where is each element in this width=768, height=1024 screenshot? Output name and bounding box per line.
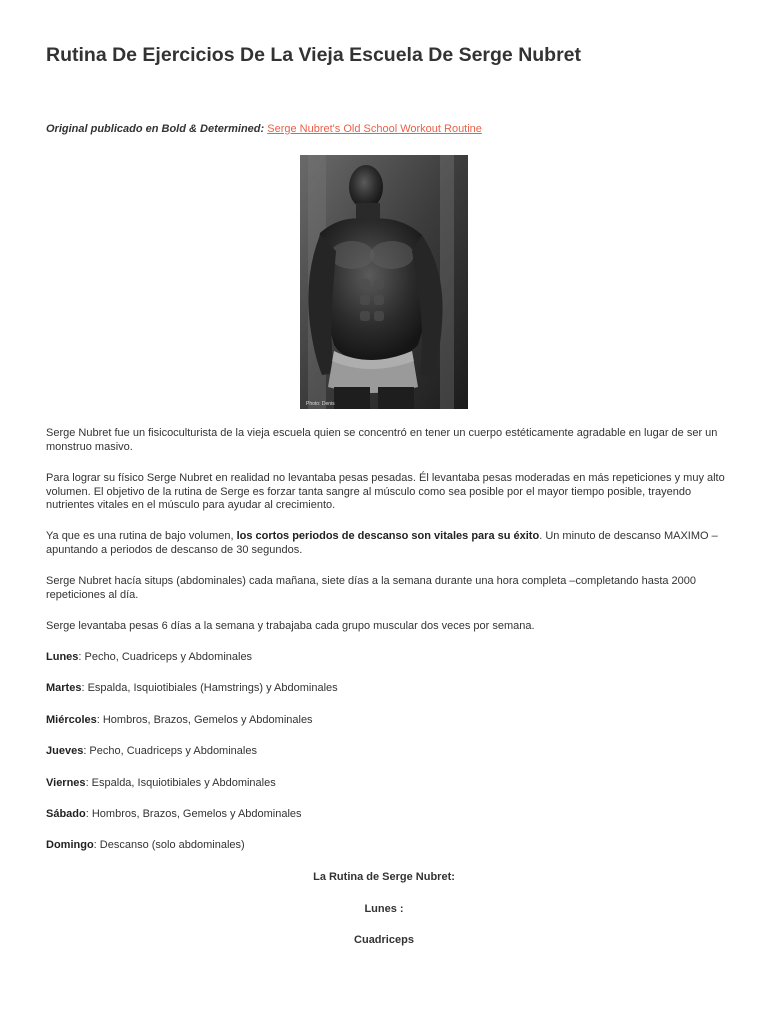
schedule-detail: : Pecho, Cuadriceps y Abdominales <box>78 651 253 663</box>
schedule-day: Domingo <box>46 839 94 851</box>
schedule-detail: : Descanso (solo abdominales) <box>93 839 245 851</box>
paragraph-4: Serge Nubret hacía situps (abdominales) cada mañana, siete días a la semana durante una hora completa –completando hasta 2000 repeticiones al día. <box>46 575 697 601</box>
schedule-day: Sábado <box>46 808 86 820</box>
schedule-day: Lunes <box>46 651 79 663</box>
schedule-day: Martes <box>46 682 82 694</box>
schedule-day: Viernes <box>46 777 86 789</box>
schedule-detail: : Hombros, Brazos, Gemelos y Abdominales <box>96 714 313 726</box>
schedule-day: Jueves <box>46 745 84 757</box>
paragraph-3 <box>46 530 726 557</box>
schedule-detail: : Hombros, Brazos, Gemelos y Abdominales <box>85 808 302 820</box>
paragraph-5: Serge levantaba pesas 6 días a la semana y trabajaba cada grupo muscular dos veces por semana. <box>46 620 535 632</box>
schedule-day: Miércoles <box>46 714 97 726</box>
schedule-item <box>46 651 726 665</box>
schedule-detail: : Pecho, Cuadriceps y Abdominales <box>83 745 257 757</box>
source-line <box>46 123 482 135</box>
schedule-item <box>46 682 726 696</box>
schedule-item <box>46 777 726 791</box>
paragraph-3-start: Ya que es una rutina de bajo volumen, <box>46 530 237 542</box>
paragraph-3-end: . Un minuto de descanso MAXIMO – apuntando a periodos de descanso de 30 segundos. <box>46 530 718 556</box>
source-lead: Original publicado en Bold & Determined: <box>46 123 265 135</box>
source-link[interactable]: Serge Nubret's Old School Workout Routine <box>267 123 482 135</box>
photo-caption: Photo: Denis <box>306 401 335 407</box>
schedule-item <box>46 839 726 853</box>
schedule-detail: : Espalda, Isquiotibiales y Abdominales <box>85 777 276 789</box>
bodybuilder-photo-graphic <box>300 155 468 409</box>
schedule-detail: : Espalda, Isquiotibiales (Hamstrings) y Abdominales <box>81 682 338 694</box>
schedule-item <box>46 745 726 759</box>
schedule-item <box>46 714 726 728</box>
paragraph-3-emphasis: los cortos periodos de descanso son vitales para su éxito <box>236 530 540 542</box>
schedule-item <box>46 808 726 822</box>
routine-day-heading: Lunes : <box>364 903 404 915</box>
routine-heading: La Rutina de Serge Nubret: <box>313 871 455 883</box>
page-title: Rutina De Ejercicios De La Vieja Escuela De Serge Nubret <box>46 44 582 66</box>
bodybuilder-photo <box>300 155 468 409</box>
paragraph-2: Para lograr su físico Serge Nubret en realidad no levantaba pesas pesadas. Él levantaba pesas moderadas en más repeticiones y muy alto volumen. El objetivo de la rutina de Serge es forzar tanta sangre al músculo como sea posible por el mayor tiempo posible, trayendo nutrientes vitales en el músculo para ayudar al crecimiento. <box>46 472 725 511</box>
routine-section-heading: Cuadriceps <box>354 934 414 946</box>
paragraph-1: Serge Nubret fue un fisicoculturista de la vieja escuela quien se concentró en tener un cuerpo estéticamente agradable en lugar de ser un monstruo masivo. <box>46 427 718 453</box>
